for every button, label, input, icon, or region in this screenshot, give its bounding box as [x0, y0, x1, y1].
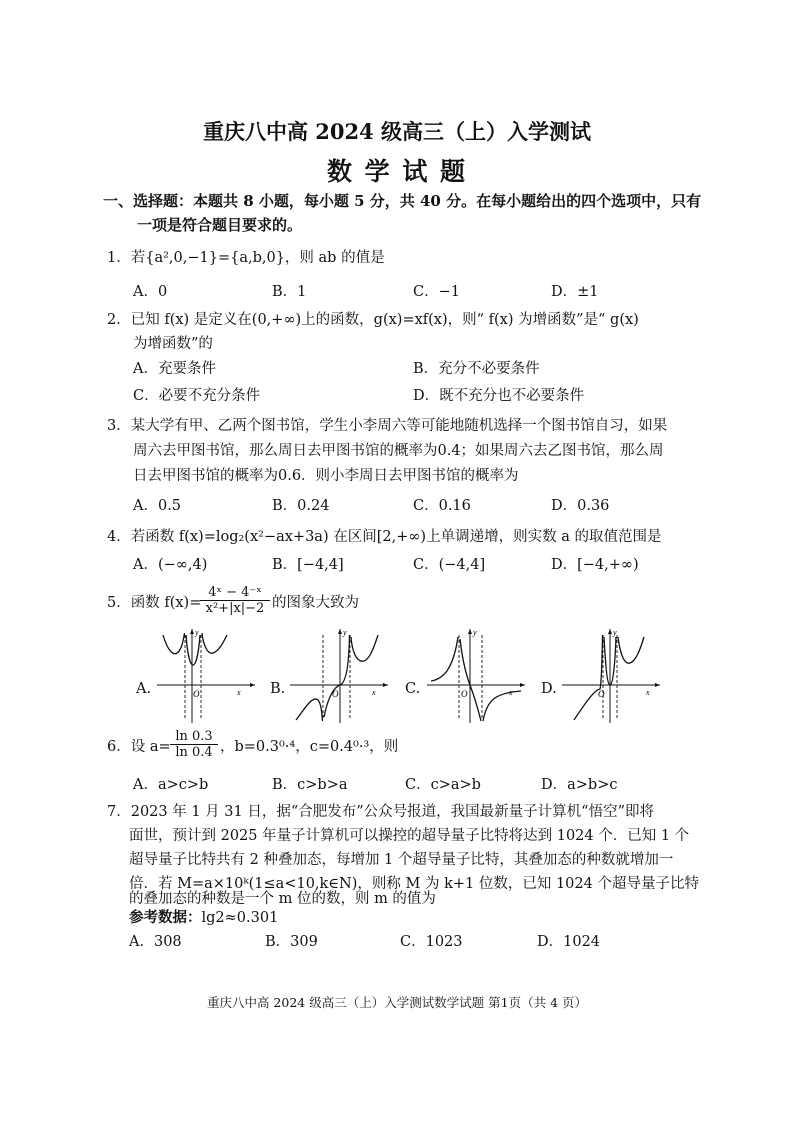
q6-option-d: D．a>b>c	[541, 777, 618, 793]
y-label: y	[613, 628, 617, 637]
curve-left	[296, 699, 323, 721]
origin-label: O	[193, 689, 200, 699]
q4-option-d: D．[−4,+∞)	[551, 557, 639, 573]
y-axis-arrow	[608, 629, 612, 634]
q6-option-b: B．c>b>a	[272, 777, 348, 793]
q4-option-a: A．(−∞,4)	[133, 557, 208, 573]
q7-option-a: A．308	[129, 934, 182, 950]
origin-label: O	[332, 689, 339, 699]
q2-option-c: C．必要不充分条件	[133, 388, 261, 404]
q1-option-d: D．±1	[551, 284, 599, 300]
curve-left	[163, 633, 185, 654]
q6-option-a: A．a>c>b	[133, 777, 209, 793]
curve-right	[202, 633, 227, 653]
x-axis-arrow	[250, 683, 255, 687]
curve-middle	[324, 635, 350, 717]
q1-option-c: C．−1	[413, 284, 460, 300]
q5-suffix: 的图象大致为	[272, 595, 359, 611]
q2-option-d: D．既不充分也不必要条件	[413, 388, 585, 404]
x-axis-arrow	[520, 683, 525, 687]
y-axis-arrow	[468, 629, 472, 634]
q5-graph-a	[155, 625, 260, 725]
q2-line2: 为增函数”的	[133, 336, 213, 352]
q4-stem: 4．若函数 f(x)=log₂(x²−ax+3a) 在区间[2,+∞)上单调递增，则实数 a 的取值范围是	[107, 529, 662, 545]
q1-option-a: A．0	[133, 284, 168, 300]
q3-line2: 周六去甲图书馆，那么周日去甲图书馆的概率为0.4；如果周六去乙图书馆，那么周	[133, 443, 664, 459]
q5-option-c-label: C.	[405, 681, 421, 697]
curve-middle	[186, 635, 200, 665]
q7-line5: 的叠加态的种数是一个 m 位的数，则 m 的值为	[129, 891, 436, 907]
y-label: y	[473, 628, 477, 637]
q6-numerator: ln 0.3	[175, 729, 213, 744]
origin-label: O	[598, 689, 605, 699]
q7-line3: 超导量子比特共有 2 种叠加态，每增加 1 个超导量子比特，其叠加态的种数就增加一	[129, 852, 674, 868]
page-title: 重庆八中高 2024 级高三（上）入学测试	[202, 119, 592, 144]
q6-denominator: ln 0.4	[170, 744, 218, 760]
q5-graph-b	[288, 625, 393, 725]
q5-option-b-label: B.	[270, 681, 286, 697]
q6-prefix: 6．设 a=	[107, 739, 171, 755]
q3-option-d: D．0.36	[551, 498, 610, 514]
q3-line1: 3．某大学有甲、乙两个图书馆，学生小李周六等可能地随机选择一个图书馆自习，如果	[107, 418, 668, 434]
x-label: x	[372, 688, 376, 697]
q7-line1: 7．2023 年 1 月 31 日，据“合肥发布”公众号报道，我国最新量子计算机“悟空”即将	[107, 804, 654, 820]
q2-line1: 2．已知 f(x) 是定义在(0,+∞)上的函数，g(x)=xf(x)，则“ f(x) 为增函数”是“ g(x)	[107, 312, 639, 328]
curve-left	[574, 635, 603, 720]
y-label: y	[343, 628, 347, 637]
x-axis-arrow	[383, 683, 388, 687]
q4-option-c: C．(−4,4]	[413, 557, 486, 573]
q7-reference	[129, 908, 278, 928]
q7-reference-label: 参考数据：	[129, 909, 202, 926]
q7-option-c: C．1023	[400, 934, 463, 950]
q7-line4: 倍．若 M=a×10ᵏ(1≤a<10,k∈N)，则称 M 为 k+1 位数，已知 1024 个超导量子比特	[129, 876, 699, 892]
section-heading-line1: 一、选择题：本题共 8 小题，每小题 5 分，共 40 分。在每小题给出的四个选项中，只有	[103, 192, 702, 210]
q5-denominator: x²+|x|−2	[200, 600, 270, 616]
origin-label: O	[461, 689, 468, 699]
q2-option-a: A．充要条件	[133, 361, 216, 377]
q3-option-c: C．0.16	[413, 498, 471, 514]
q1-stem: 1．若{a²,0,−1}={a,b,0}，则 ab 的值是	[107, 250, 385, 266]
x-label: x	[509, 688, 513, 697]
y-axis-arrow	[338, 629, 342, 634]
q6-suffix: ，b=0.3⁰·⁴，c=0.4⁰·³，则	[220, 739, 399, 755]
section-heading-line2: 一项是符合题目要求的。	[137, 216, 303, 234]
y-axis-arrow	[190, 629, 194, 634]
q7-option-d: D．1024	[537, 934, 601, 950]
x-label: x	[237, 688, 241, 697]
q5-graph-d	[560, 625, 665, 725]
q5-option-d-label: D.	[541, 681, 557, 697]
curve-left	[431, 637, 458, 681]
q7-line2: 面世，预计到 2025 年量子计算机可以操控的超导量子比特将达到 1024 个．已知 1 个	[129, 828, 690, 844]
q5-prefix: 5．函数 f(x)=	[107, 595, 202, 611]
q5-option-a-label: A.	[136, 681, 152, 697]
x-label: x	[646, 688, 650, 697]
x-axis-arrow	[655, 683, 660, 687]
q4-option-b: B．[−4,4]	[272, 557, 344, 573]
q6-fraction	[170, 729, 218, 760]
curve-right	[618, 637, 644, 663]
q3-line3: 日去甲图书馆的概率为0.6．则小李周日去甲图书馆的概率为	[133, 468, 519, 484]
q7-option-b: B．309	[265, 934, 318, 950]
q7-reference-value: lg2≈0.301	[201, 910, 279, 926]
page-subtitle: 数 学 试 题	[326, 157, 468, 186]
q5-numerator: 4ˣ − 4⁻ˣ	[208, 585, 262, 600]
q5-graph-c	[425, 625, 530, 725]
page-footer: 重庆八中高 2024 级高三（上）入学测试数学试题 第1页（共 4 页）	[206, 995, 588, 1010]
q6-option-c: C．c>a>b	[405, 777, 481, 793]
q3-option-b: B．0.24	[272, 498, 330, 514]
q3-option-a: A．0.5	[133, 498, 182, 514]
y-label: y	[195, 628, 199, 637]
q1-option-b: B．1	[272, 284, 307, 300]
curve-right	[351, 635, 378, 661]
curve-right	[483, 691, 521, 721]
q5-fraction	[200, 585, 270, 616]
q2-option-b: B．充分不必要条件	[413, 361, 540, 377]
